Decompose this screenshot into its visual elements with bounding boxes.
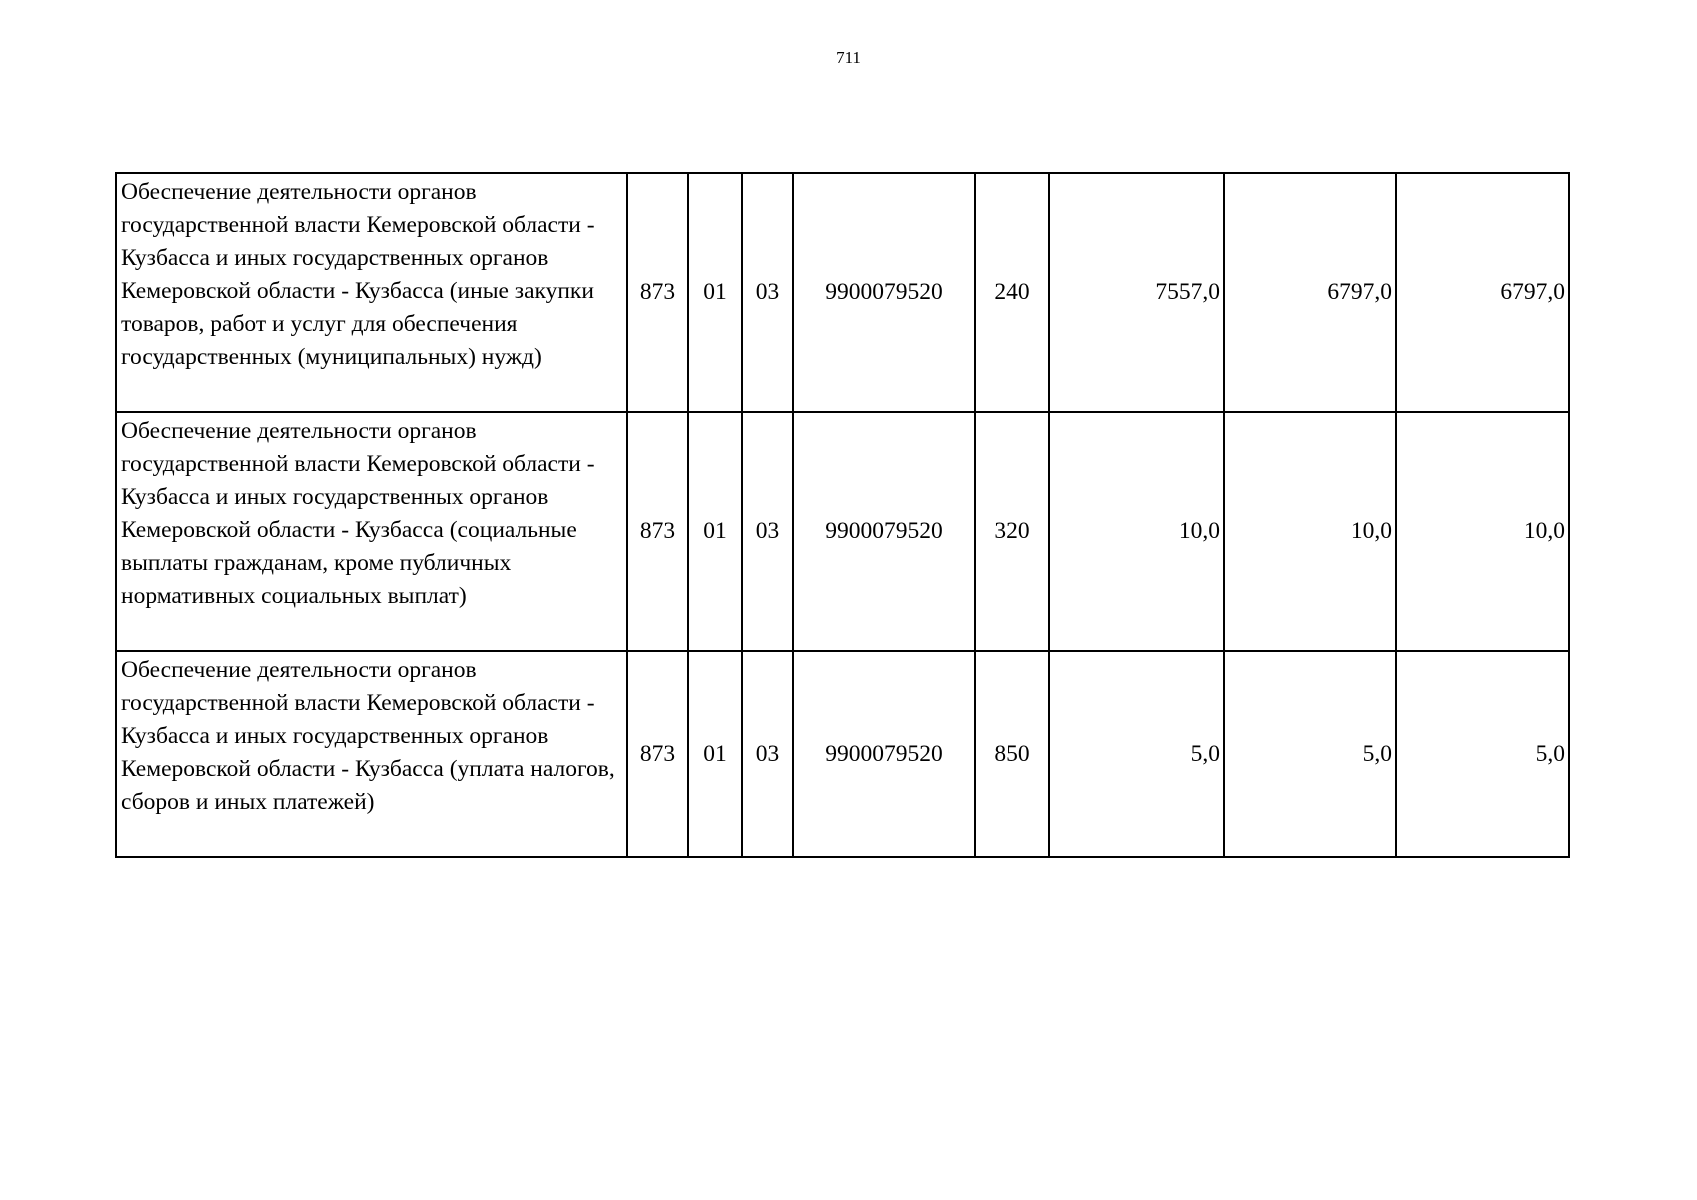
year2-amount-cell: 5,0 [1224,651,1396,857]
year2-amount-cell: 10,0 [1224,412,1396,651]
row-description: Обеспечение деятельности органов государственной власти Кемеровской области - Кузбасса и иных государственных органов Кемеровской области - Кузбасса (иные закупки товаров, работ и услуг для обеспечения государственных (муниципальных) нужд) [116,173,627,412]
gov-code-cell: 873 [627,412,688,651]
year1-amount-cell: 7557,0 [1049,173,1224,412]
subsection-cell: 03 [742,173,793,412]
expense-type-cell: 850 [975,651,1049,857]
section-cell: 01 [688,412,742,651]
table-row [116,173,1569,412]
section-cell: 01 [688,651,742,857]
target-article-cell: 9900079520 [793,651,975,857]
year3-amount-cell: 10,0 [1396,412,1569,651]
gov-code-cell: 873 [627,173,688,412]
page-number: 711 [836,48,861,67]
subsection-cell: 03 [742,651,793,857]
target-article-cell: 9900079520 [793,412,975,651]
year1-amount-cell: 5,0 [1049,651,1224,857]
table-row [116,651,1569,857]
section-cell: 01 [688,173,742,412]
year3-amount-cell: 6797,0 [1396,173,1569,412]
subsection-cell: 03 [742,412,793,651]
table-row [116,412,1569,651]
year3-amount-cell: 5,0 [1396,651,1569,857]
expense-type-cell: 240 [975,173,1049,412]
budget-table [115,172,1570,858]
year1-amount-cell: 10,0 [1049,412,1224,651]
year2-amount-cell: 6797,0 [1224,173,1396,412]
row-description: Обеспечение деятельности органов государственной власти Кемеровской области - Кузбасса и иных государственных органов Кемеровской области - Кузбасса (уплата налогов, сборов и иных платежей) [116,651,627,857]
gov-code-cell: 873 [627,651,688,857]
row-description: Обеспечение деятельности органов государственной власти Кемеровской области - Кузбасса и иных государственных органов Кемеровской области - Кузбасса (социальные выплаты гражданам, кроме публичных нормативных социальных выплат) [116,412,627,651]
target-article-cell: 9900079520 [793,173,975,412]
expense-type-cell: 320 [975,412,1049,651]
